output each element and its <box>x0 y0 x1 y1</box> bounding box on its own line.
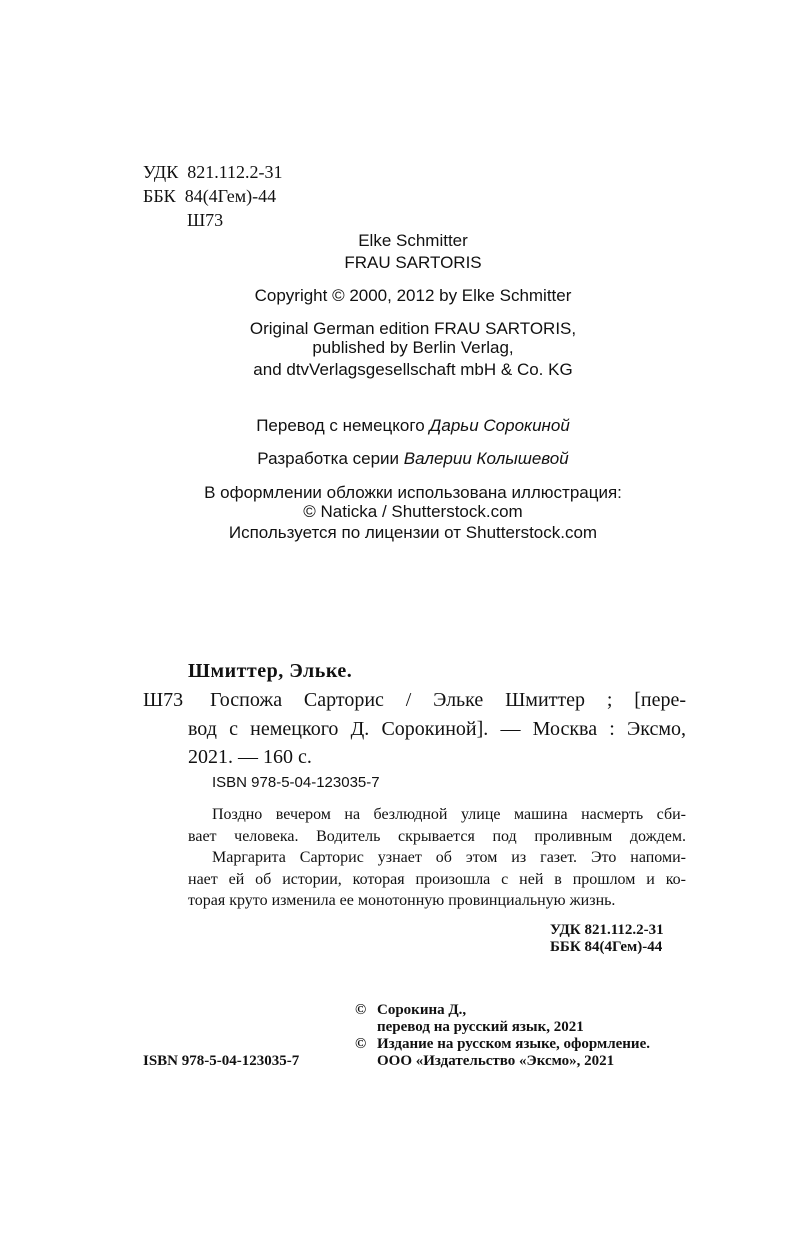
catalog-isbn: ISBN 978-5-04-123035-7 <box>212 774 380 791</box>
translation-credit <box>0 415 798 437</box>
cover-credit-line-3: Используется по лицензии от Shutterstock.com <box>228 523 598 542</box>
series-designer-name: Валерии Колышевой <box>403 449 569 468</box>
catalog-heading: Шмиттер, Эльке. <box>188 660 353 682</box>
bbk-line-top <box>143 184 276 208</box>
annotation-line-3: Маргарита Сарторис узнает об этом из газет. Это напоми- <box>212 849 686 866</box>
translation-prefix: Перевод с немецкого <box>256 416 425 435</box>
series-credit <box>0 448 798 470</box>
annotation-line-5: торая круто изменила ее монотонную провинциальную жизнь. <box>188 892 616 909</box>
udk-line-bottom: УДК 821.112.2-31 <box>550 922 664 938</box>
bbk-label: ББК <box>143 186 176 206</box>
catalog-entry-line-2: вод с немецкого Д. Сорокиной]. — Москва : Эксмо, <box>188 718 686 740</box>
catalog-entry-line-3: 2021. — 160 с. <box>188 746 312 768</box>
series-prefix: Разработка серии <box>257 449 400 468</box>
original-author: Elke Schmitter <box>358 231 468 250</box>
original-title: FRAU SARTORIS <box>344 253 482 272</box>
cover-credit-line-1: В оформлении обложки использована иллюстрация: <box>204 483 622 502</box>
udk-value: 821.112.2-31 <box>187 162 283 182</box>
copyright-2-line-2: ООО «Издательство «Эксмо», 2021 <box>377 1053 615 1069</box>
translator-name: Дарьи Сорокиной <box>429 416 570 435</box>
copyright-1-text-1: Сорокина Д., <box>377 1002 467 1018</box>
bbk-value: 84(4Гем)-44 <box>184 186 277 206</box>
catalog-entry-line-1: Госпожа Сарторис / Эльке Шмиттер ; [пере- <box>210 689 686 711</box>
bottom-isbn: ISBN 978-5-04-123035-7 <box>143 1053 300 1069</box>
copyright-2-text-1: Издание на русском языке, оформление. <box>377 1036 650 1052</box>
copyright-symbol-2: © <box>355 1036 367 1052</box>
annotation-line-2: вает человека. Водитель скрывается под проливным дождем. <box>188 828 686 845</box>
copyright-symbol-1: © <box>355 1002 367 1018</box>
udk-line-top <box>143 160 283 184</box>
edition-line-3: and dtvVerlagsgesellschaft mbH & Co. KG <box>253 360 573 379</box>
annotation-line-1: Поздно вечером на безлюдной улице машина насмерть сби- <box>212 806 686 823</box>
edition-line-2: published by Berlin Verlag, <box>312 338 514 357</box>
annotation-line-4: нает ей об истории, которая произошла с ней в прошлом и ко- <box>188 871 686 888</box>
bbk-line-bottom: ББК 84(4Гем)-44 <box>550 939 663 955</box>
udk-label: УДК <box>143 162 179 182</box>
author-mark-top: Ш73 <box>187 210 224 230</box>
catalog-mark: Ш73 <box>143 689 184 711</box>
copyright-line: Copyright © 2000, 2012 by Elke Schmitter <box>254 286 572 305</box>
copyright-1-line-2: перевод на русский язык, 2021 <box>377 1019 584 1035</box>
edition-line-1: Original German edition FRAU SARTORIS, <box>249 319 577 338</box>
cover-credit-line-2: © Naticka / Shutterstock.com <box>303 502 523 521</box>
